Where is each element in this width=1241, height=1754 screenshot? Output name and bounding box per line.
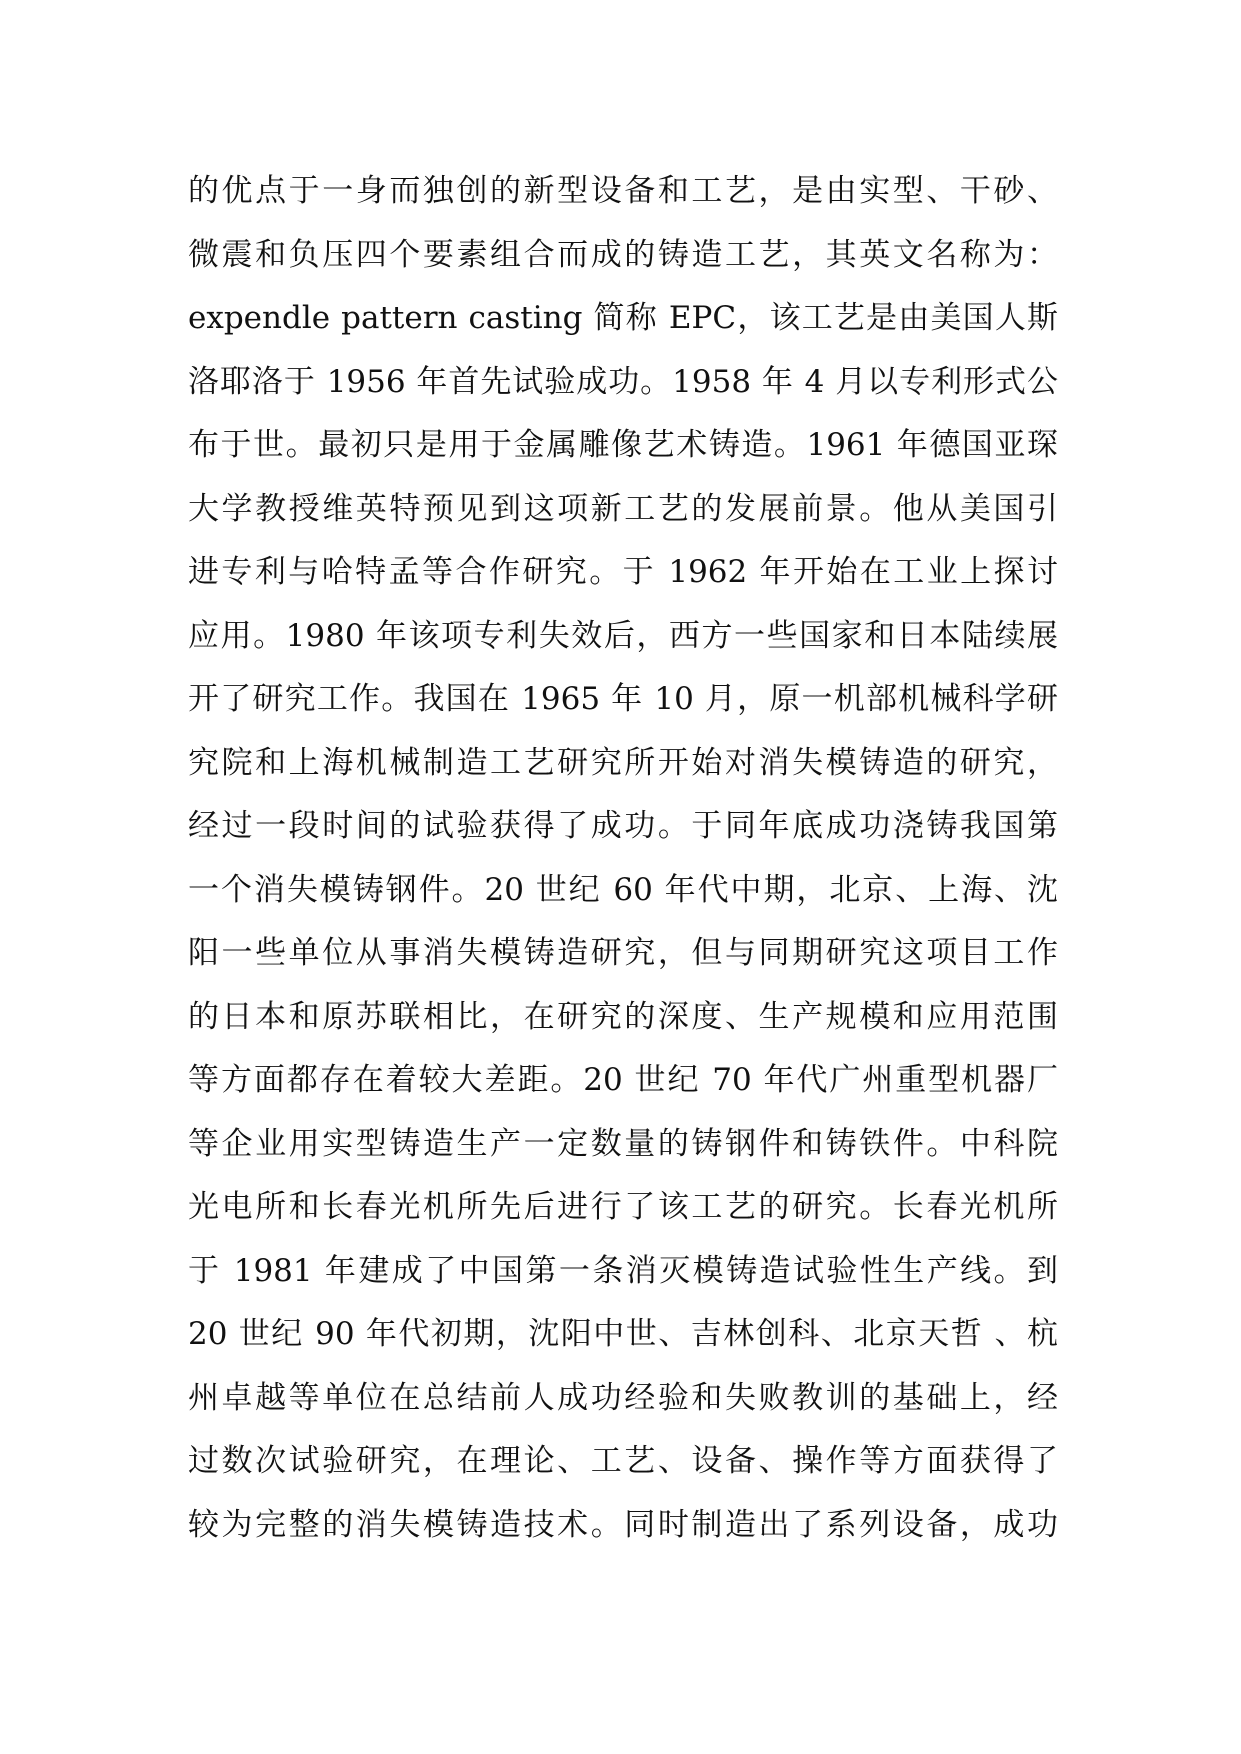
text-line: 布于世。最初只是用于金属雕像艺术铸造。1961 年德国亚琛 xyxy=(188,427,1058,463)
text-line: 经过一段时间的试验获得了成功。于同年底成功浇铸我国第 xyxy=(188,808,1058,844)
text-line: 阳一些单位从事消失模铸造研究，但与同期研究这项目工作 xyxy=(188,935,1058,971)
text-line: 的日本和原苏联相比，在研究的深度、生产规模和应用范围 xyxy=(188,998,1058,1035)
text-line: 等方面都存在着较大差距。20 世纪 70 年代广州重型机器厂 xyxy=(188,1062,1058,1098)
text-line: 20 世纪 90 年代初期，沈阳中世、吉林创科、北京天哲 、杭 xyxy=(188,1316,1058,1352)
text-line: 一个消失模铸钢件。20 世纪 60 年代中期，北京、上海、沈 xyxy=(188,871,1058,908)
text-line: 光电所和长春光机所先后进行了该工艺的研究。长春光机所 xyxy=(188,1189,1058,1225)
text-line: 洛耶洛于 1956 年首先试验成功。1958 年 4 月以专利形式公 xyxy=(188,363,1058,400)
text-line: 大学教授维英特预见到这项新工艺的发展前景。他从美国引 xyxy=(188,490,1058,527)
text-line: 进专利与哈特孟等合作研究。于 1962 年开始在工业上探讨 xyxy=(188,554,1058,590)
text-line: 究院和上海机械制造工艺研究所开始对消失模铸造的研究， xyxy=(188,744,1058,781)
body-paragraph xyxy=(188,160,1058,1557)
text-line: 过数次试验研究，在理论、工艺、设备、操作等方面获得了 xyxy=(188,1443,1058,1479)
text-line: 等企业用实型铸造生产一定数量的铸钢件和铸铁件。中科院 xyxy=(188,1125,1058,1162)
text-line: 开了研究工作。我国在 1965 年 10 月，原一机部机械科学研 xyxy=(188,681,1058,717)
text-line: 于 1981 年建成了中国第一条消灭模铸造试验性生产线。到 xyxy=(188,1252,1058,1289)
text-line: 较为完整的消失模铸造技术。同时制造出了系列设备，成功 xyxy=(188,1506,1058,1543)
text-line: expendle pattern casting 简称 EPC，该工艺是由美国人斯 xyxy=(188,300,1058,336)
text-line: 州卓越等单位在总结前人成功经验和失败教训的基础上，经 xyxy=(188,1379,1058,1416)
text-line: 应用。1980 年该项专利失效后，西方一些国家和日本陆续展 xyxy=(188,617,1058,654)
text-line: 的优点于一身而独创的新型设备和工艺，是由实型、干砂、 xyxy=(188,173,1058,209)
text-line: 微震和负压四个要素组合而成的铸造工艺，其英文名称为： xyxy=(188,236,1058,273)
